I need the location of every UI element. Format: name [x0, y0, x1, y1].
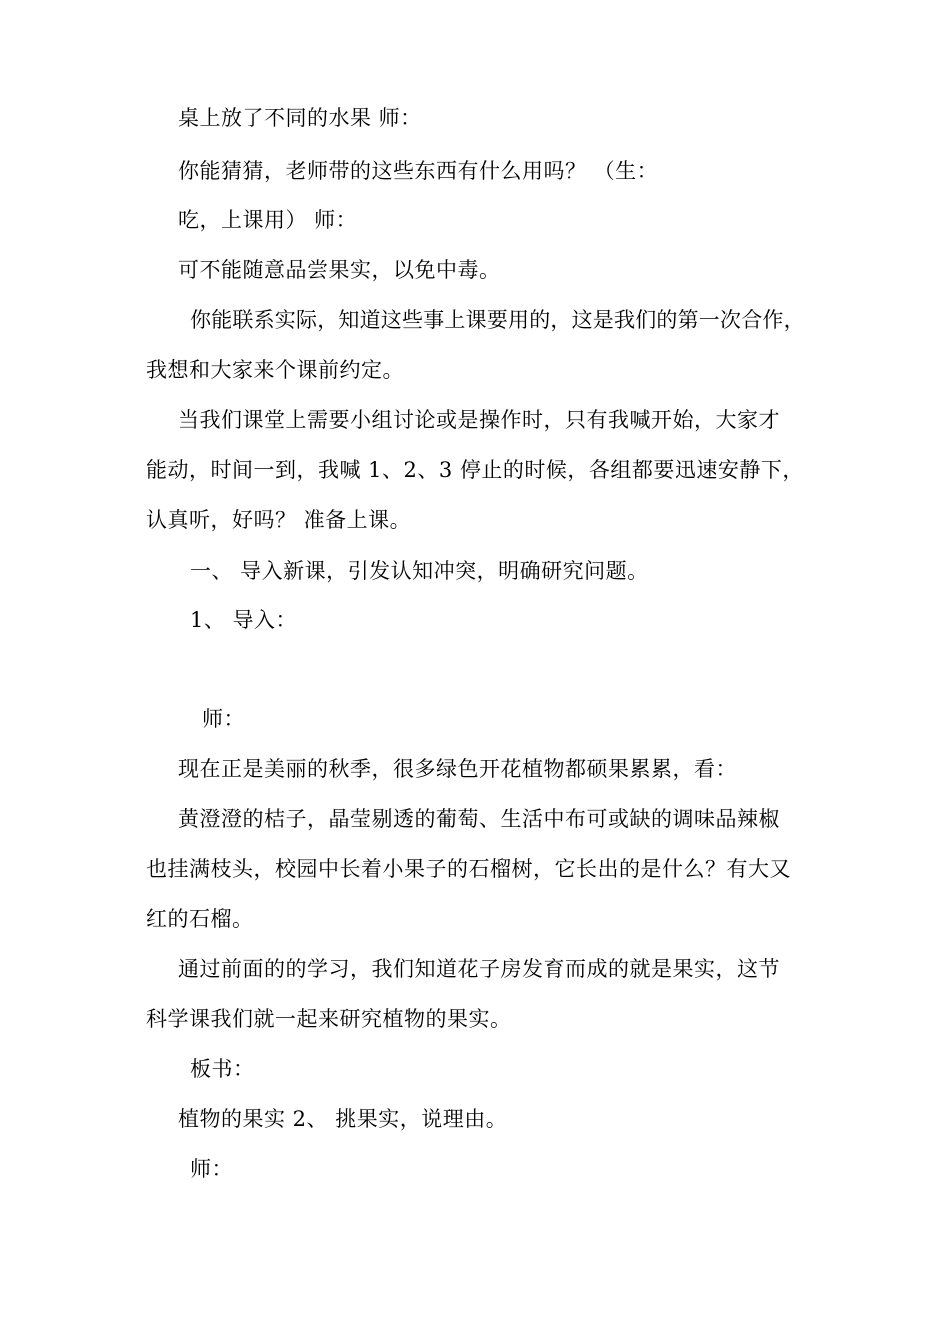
text-line: 红的石榴。: [146, 907, 254, 931]
text-line: 板书：: [190, 1057, 255, 1081]
section-heading: 一、 导入新课，引发认知冲突，明确研究问题。: [190, 559, 649, 583]
text-line: 黄澄澄的桔子，晶莹剔透的葡萄、生活中布可或缺的调味品辣椒: [178, 807, 780, 831]
text-line: 通过前面的的学习，我们知道花子房发育而成的就是果实，这节: [178, 957, 780, 981]
text-line: 师：: [190, 1157, 233, 1181]
text-line: 你能猜猜，老师带的这些东西有什么用吗？ （生：: [178, 159, 659, 183]
text-line: 也挂满枝头，校园中长着小果子的石榴树，它长出的是什么？有大又: [146, 857, 791, 881]
text-line: 科学课我们就一起来研究植物的果实。: [146, 1007, 512, 1031]
text-line: 你能联系实际，知道这些事上课要用的，这是我们的第一次合作，: [190, 308, 805, 332]
text-line: 认真听，好吗？ 准备上课。: [146, 508, 412, 532]
text-line: 当我们课堂上需要小组讨论或是操作时，只有我喊开始，大家才: [178, 408, 780, 432]
text-line: 吃，上课用） 师：: [178, 208, 358, 232]
subsection-heading: 1、 导入：: [190, 608, 298, 632]
text-line: 师：: [202, 707, 245, 731]
text-line: 我想和大家来个课前约定。: [146, 358, 404, 382]
text-line: 能动，时间一到，我喊 1、2、3 停止的时候，各组都要迅速安静下，: [146, 458, 804, 482]
text-line: 可不能随意品尝果实，以免中毒。: [178, 258, 501, 282]
text-line: 植物的果实 2、 挑果实，说理由。: [178, 1107, 508, 1131]
text-line: 桌上放了不同的水果 师：: [178, 106, 422, 130]
text-line: 现在正是美丽的秋季，很多绿色开花植物都硕果累累，看：: [178, 757, 737, 781]
